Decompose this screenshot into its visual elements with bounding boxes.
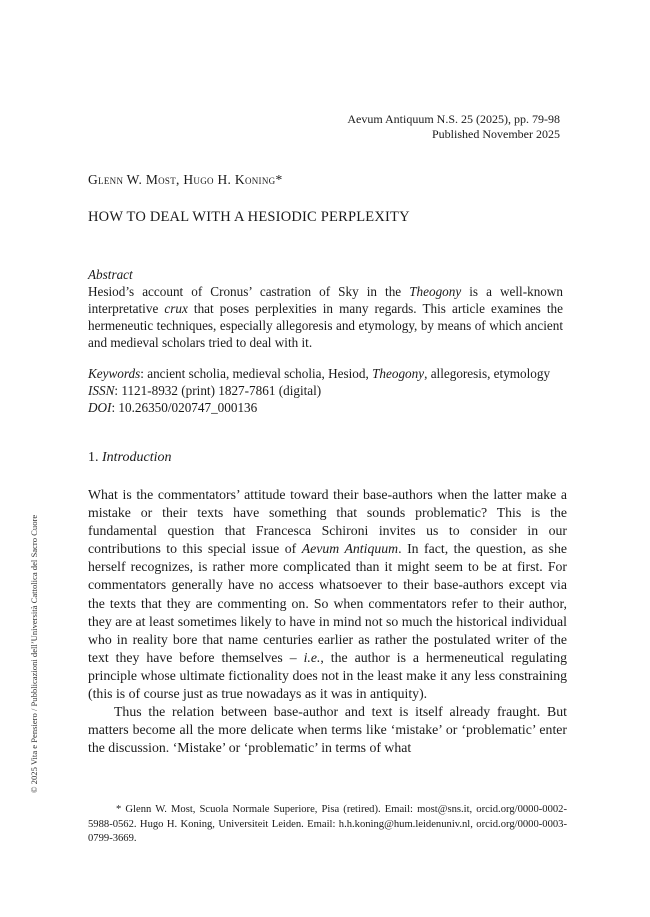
doi-line [88, 399, 563, 416]
keywords-text: , allegoresis, etymology [424, 366, 551, 381]
abstract-text [88, 283, 563, 351]
article-title: HOW TO DEAL WITH A HESIODIC PERPLEXITY [88, 209, 410, 225]
issn-value: : 1121-8932 (print) 1827-7861 (digital) [114, 383, 322, 398]
paragraph-text: What is the commentators’ attitude toward their base-authors when the latter make a mistake or their texts have something that sounds problematic? This is the fundamental question that Francesca Schironi invites us to consider in our contributions to this special issue of [88, 487, 567, 557]
abstract [88, 266, 563, 351]
authors: Glenn W. Most, Hugo H. Koning* [88, 172, 283, 187]
keywords-label: Keywords [88, 366, 141, 381]
abbreviation-ie: i.e. [303, 649, 321, 665]
publication-date: Published November 2025 [432, 127, 560, 141]
doi-value: : 10.26350/020747_000136 [111, 400, 258, 415]
keywords-line [88, 365, 563, 382]
footnote: * Glenn W. Most, Scuola Normale Superiore, Pisa (retired). Email: most@sns.it, orcid.org/0000-0002-5988-0562. Hugo H. Koning, Universiteit Leiden. Email: h.h.koning@hum.leidenuniv.nl, orcid.org/0000-0003-0799-3669. [88, 804, 567, 844]
body-text [88, 486, 567, 757]
abstract-text-part: Hesiod’s account of Cronus’ castration of Sky in the [88, 284, 410, 299]
journal-citation: Aevum Antiquum N.S. 25 (2025), pp. 79-98 [347, 112, 560, 126]
paragraph-text: , the author is a hermeneutical regulating principle whose ultimate fictionality does not in the least make it any less constraining (this is of course just as true nowadays as it was in antiquity). [88, 649, 567, 702]
side-copyright: © 2025 Vita e Pensiero / Pubblicazioni dell’Università Cattolica del Sacro Cuore [29, 514, 39, 793]
issn-label: ISSN [88, 383, 115, 398]
journal-name: Aevum Antiquum [301, 541, 399, 557]
section-title: Introduction [102, 450, 172, 465]
keywords-text: : ancient scholia, medieval scholia, Hesiod, [140, 366, 373, 381]
paragraph: Thus the relation between base-author and text is itself already fraught. But matters become all the more delicate when terms like ‘mistake’ or ‘problematic’ enter the discussion. ‘Mistake’ or ‘problematic’ in terms of what [88, 704, 567, 756]
abstract-heading: Abstract [88, 267, 133, 282]
section-heading [88, 450, 171, 466]
abstract-text-part: that poses perplexities in many regards. This article examines the hermeneutic techniques, especially allegoresis and etymology, by means of which ancient and medieval scholars tried to deal with it. [88, 301, 564, 350]
issn-line [88, 382, 563, 399]
journal-info [347, 112, 560, 142]
abstract-text-part: is a well-known interpretative [88, 284, 563, 316]
section-number: 1. [88, 450, 102, 465]
article-metadata [88, 365, 563, 416]
abstract-work-title: Theogony [409, 284, 462, 299]
doi-label: DOI [88, 400, 112, 415]
paragraph [88, 486, 567, 703]
keywords-work-title: Theogony [372, 366, 425, 381]
paragraph-text: . In fact, the question, as she herself recognizes, is rather more complicated than it might seem to be at first. For commentators generally have no access whatsoever to their base-authors except via the texts that they are commenting on. So when commentators refer to their author, they are at least sometimes likely to have in mind not so much the historical individual who in reality bore that name centuries earlier as rather the postulated writer of the text they have before themselves – [88, 541, 567, 665]
abstract-crux-term: crux [164, 301, 188, 316]
